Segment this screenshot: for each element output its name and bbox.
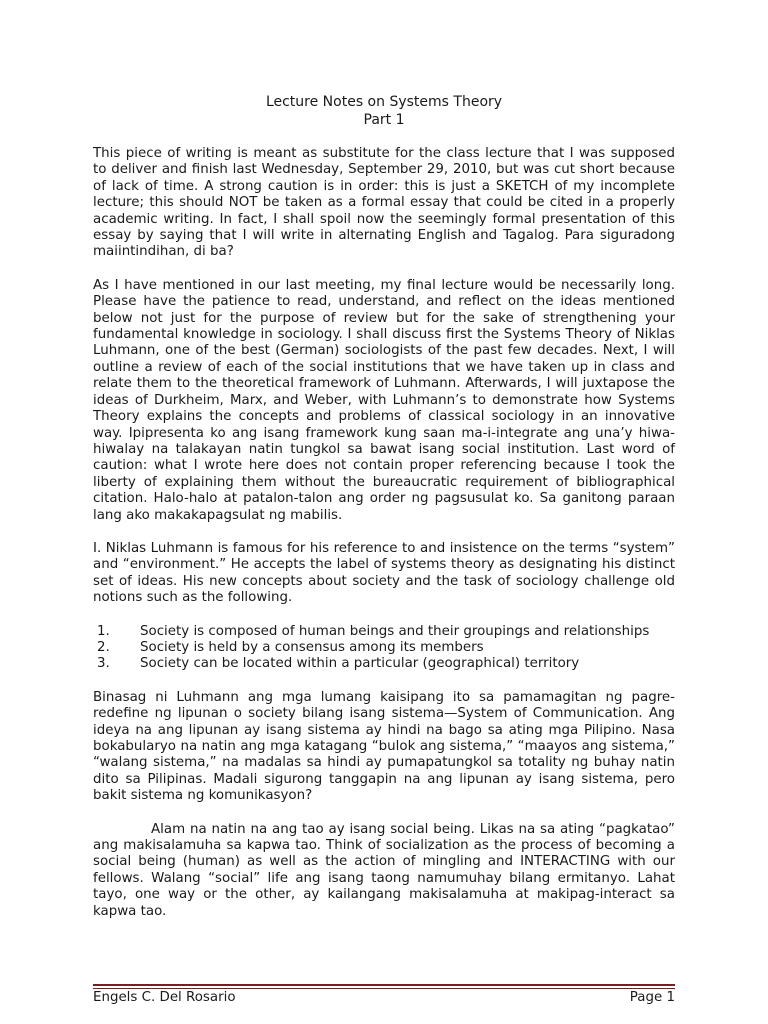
list-item-text: Society can be located within a particular (geographical) territory [140, 656, 580, 672]
list-item [93, 656, 675, 672]
paragraph-communication: Binasag ni Luhmann ang mga lumang kaisipang ito sa pamamagitan ng pagre-redefine ng lipunan o society bilang isang sistema—System of Communication. Ang ideya na ang lipunan ay isang sistema ay hindi na bago sa ating mga Pilipino. Nasa bokabularyo na natin ang mga katagang “bulok ang sistema,” “maayos ang sistema,” “walang sistema,” na madalas sa hindi ay pumapatungkol sa totality ng buhay natin dito sa Pilipinas. Madali sigurong tanggapin na ang lipunan ay isang sistema, pero bakit sistema ng komunikasyon? [93, 689, 675, 804]
paragraph-intro: This piece of writing is meant as substitute for the class lecture that I was supposed to deliver and finish last Wednesday, September 29, 2010, but was cut short because of lack of time. A strong caution is in order: this is just a SKETCH of my incomplete lecture; this should NOT be taken as a formal essay that could be cited in a properly academic writing. In fact, I shall spoil now the seemingly formal presentation of this essay by saying that I will write in alternating English and Tagalog. Para siguradong maiintindihan, di ba? [93, 146, 675, 260]
list-item-text: Society is held by a consensus among its members [140, 639, 484, 655]
footer-rule-thin [93, 988, 675, 989]
footer-author: Engels C. Del Rosario [93, 990, 236, 1005]
list-item-number: 3. [97, 656, 110, 672]
footer-rule-thick [93, 984, 675, 986]
list-item-text: Society is composed of human beings and their groupings and relationships [140, 623, 650, 639]
list-item [93, 640, 675, 656]
footer-page-number: Page 1 [629, 990, 675, 1005]
document-title [93, 93, 675, 129]
paragraph-lecture-plan: As I have mentioned in our last meeting, my final lecture would be necessarily long. Please have the patience to read, understand, and reflect on the ideas mentioned below not just for the purpose of review but for the sake of strengthening your fundamental knowledge in sociology. I shall discuss first the Systems Theory of Niklas Luhmann, one of the best (German) sociologists of the past few decades. Next, I will outline a review of each of the social institutions that we have taken up in class and relate them to the theoretical framework of Luhmann. Afterwards, I will juxtapose the ideas of Durkheim, Marx, and Weber, with Luhmann’s to demonstrate how Systems Theory explains the concepts and problems of classical sociology in an innovative way. Ipipresenta ko ang isang framework kung saan ma-i-integrate ang una’y hiwa-hiwalay na talakayan natin tungkol sa bawat isang social institution. Last word of caution: what I wrote here does not contain proper referencing because I took the liberty of explaining them without the bureaucratic requirement of bibliographical citation. Halo-halo at patalon-talon ang order ng pagsusulat ko. Sa ganitong paraan lang ako makakapagsulat ng mabilis. [93, 277, 675, 523]
title-line-1: Lecture Notes on Systems Theory [265, 94, 503, 110]
document-body [93, 146, 675, 937]
paragraph-luhmann: I. Niklas Luhmann is famous for his reference to and insistence on the terms “system” and “environment.” He accepts the label of systems theory as designating his distinct set of ideas. His new concepts about society and the task of sociology challenge old notions such as the following. [93, 540, 675, 606]
paragraph-social-being: Alam na natin na ang tao ay isang social being. Likas na sa ating “pagkatao” ang makisalamuha sa kapwa tao. Think of socialization as the process of becoming a social being (human) as well as the action of mingling and INTERACTING with our fellows. Walang “social” life ang isang taong namumuhay bilang ermitanyo. Lahat tayo, one way or the other, ay kailangang makisalamuha at makipag-interact sa kapwa tao. [93, 821, 675, 919]
list-item [93, 624, 675, 640]
list-item-number: 1. [97, 623, 110, 639]
notions-list [93, 624, 675, 673]
title-line-2: Part 1 [363, 112, 405, 128]
list-item-number: 2. [97, 639, 110, 655]
